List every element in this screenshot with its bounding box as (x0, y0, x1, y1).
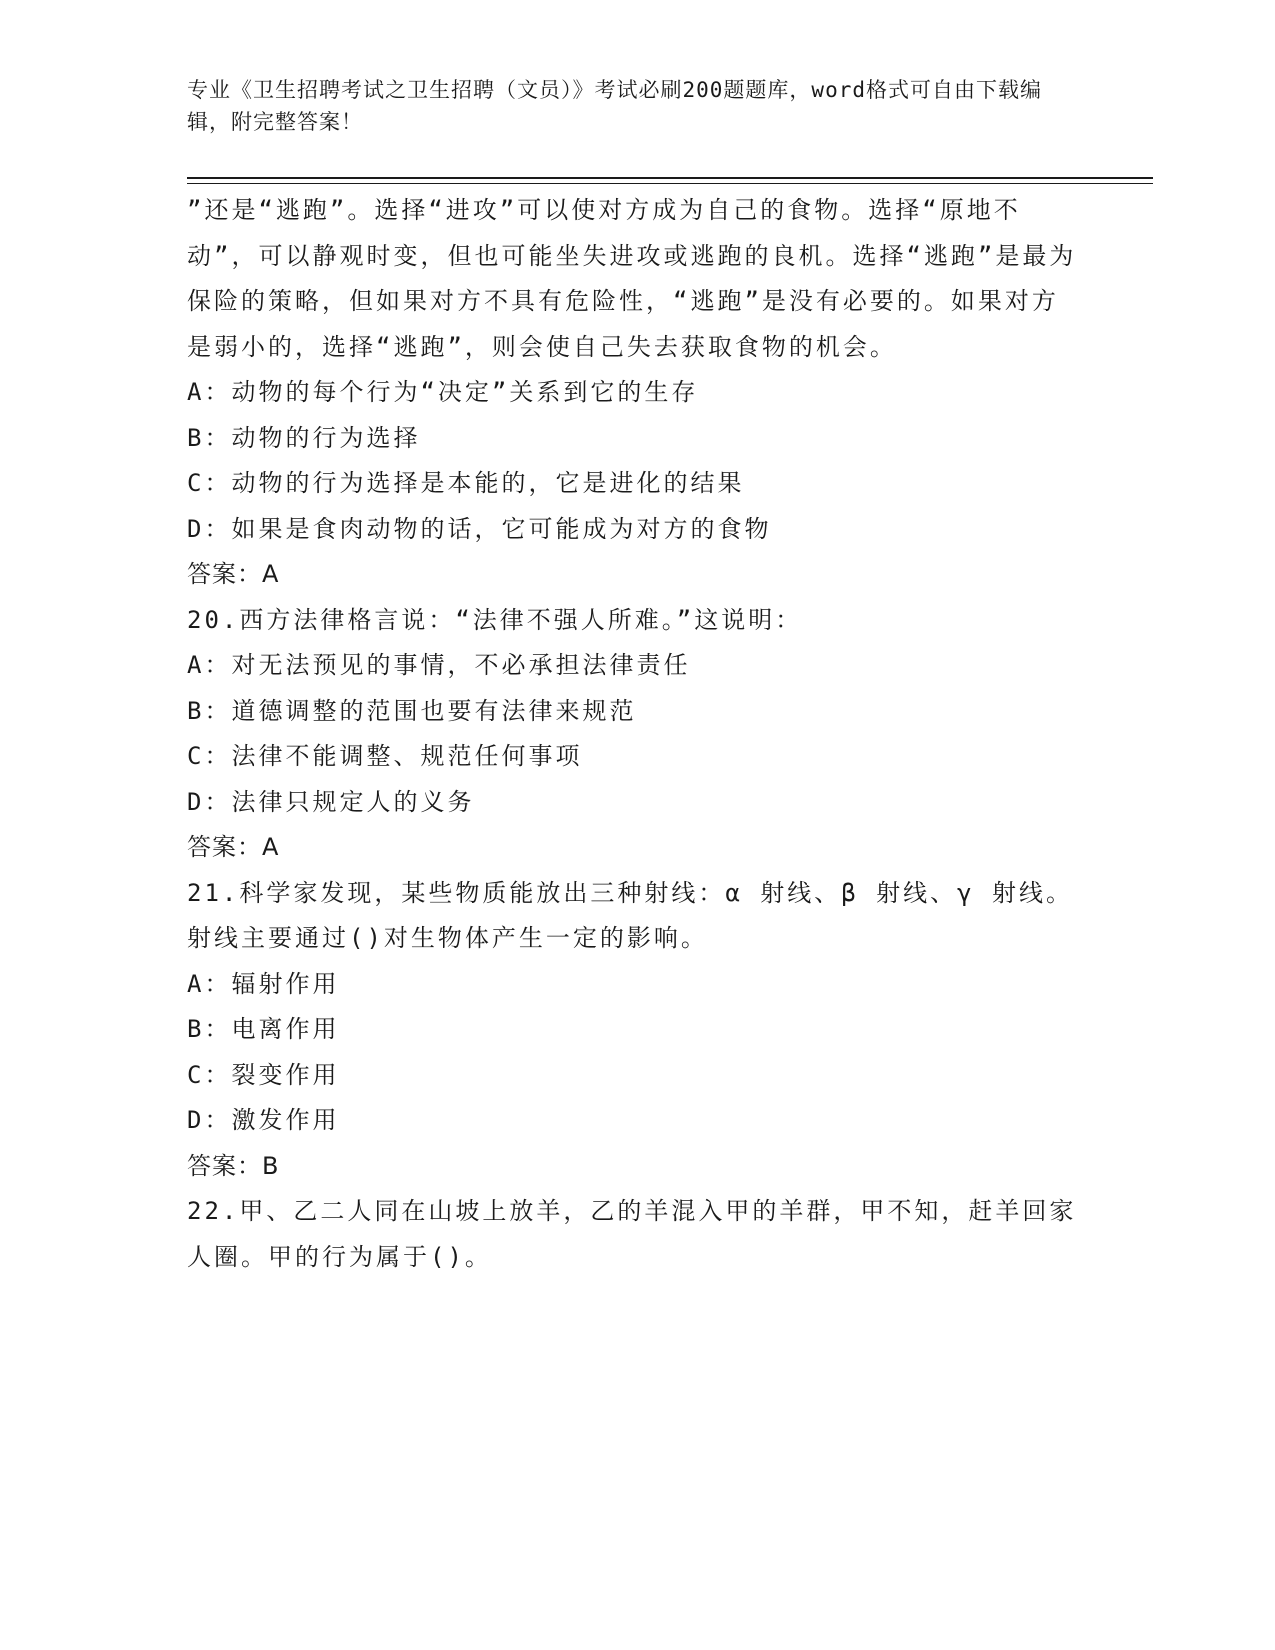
question-21 (187, 871, 1077, 1190)
question-21-option-a: A：辐射作用 (187, 969, 340, 998)
question-21-option-b: B：电离作用 (187, 1015, 340, 1043)
question-19-option-b: B：动物的行为选择 (187, 423, 421, 452)
question-21-option-d: D：激发作用 (187, 1106, 340, 1134)
header-divider-thick (187, 177, 1153, 179)
question-21-stem: 21.科学家发现，某些物质能放出三种射线：α 射线、β 射线、γ 射线。射线主要通过()对生物体产生一定的影响。 (187, 878, 1074, 952)
question-20-option-b: B：道德调整的范围也要有法律来规范 (187, 696, 637, 725)
question-19 (187, 188, 1077, 598)
question-22-stem: 22.甲、乙二人同在山坡上放羊，乙的羊混入甲的羊群，甲不知，赶羊回家人圈。甲的行为属于()。 (187, 1197, 1077, 1271)
question-21-option-c: C：裂变作用 (187, 1060, 340, 1089)
question-20-answer: 答案：A (187, 833, 280, 861)
question-20 (187, 598, 1077, 871)
question-20-option-a: A：对无法预见的事情，不必承担法律责任 (187, 651, 691, 679)
question-19-option-d: D：如果是食肉动物的话，它可能成为对方的食物 (187, 514, 772, 543)
question-20-option-c: C：法律不能调整、规范任何事项 (187, 742, 583, 770)
question-20-stem: 20.西方法律格言说：“法律不强人所难。”这说明： (187, 605, 803, 634)
question-21-answer: 答案：B (187, 1151, 280, 1180)
question-19-option-a: A：动物的每个行为“决定”关系到它的生存 (187, 378, 699, 406)
question-19-continuation: ”还是“逃跑”。选择“进攻”可以使对方成为自己的食物。选择“原地不动”，可以静观时变，但也可能坐失进攻或逃跑的良机。选择“逃跑”是最为保险的策略，但如果对方不具有危险性，“逃跑”是没有必要的。如果对方是弱小的，选择“逃跑”，则会使自己失去获取食物的机会。 (187, 196, 1077, 361)
document-body (187, 188, 1077, 1280)
question-19-answer: 答案：A (187, 560, 280, 588)
question-22 (187, 1189, 1077, 1280)
question-19-option-c: C：动物的行为选择是本能的，它是进化的结果 (187, 469, 745, 497)
question-20-option-d: D：法律只规定人的义务 (187, 787, 475, 816)
header-divider-thin (187, 183, 1153, 184)
document-header: 专业《卫生招聘考试之卫生招聘（文员）》考试必刷200题题库，word格式可自由下载编辑，附完整答案！ (187, 78, 1042, 134)
